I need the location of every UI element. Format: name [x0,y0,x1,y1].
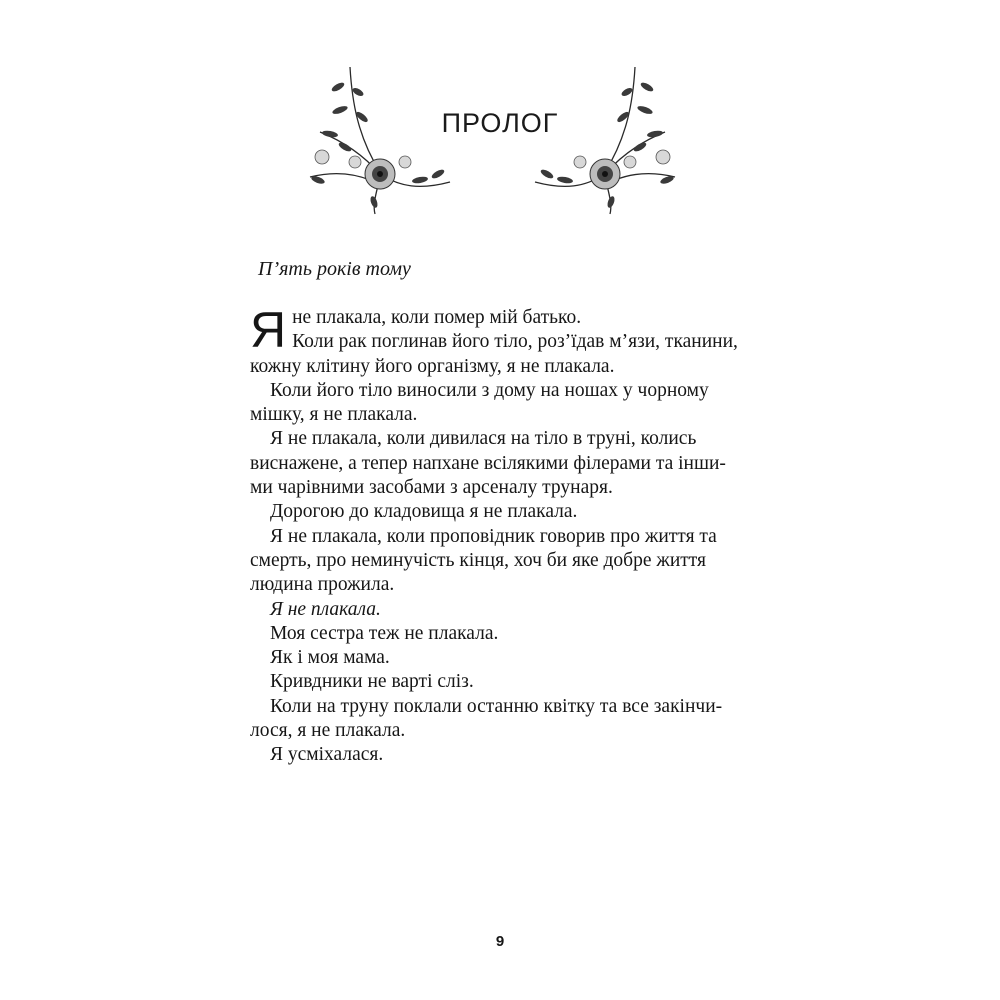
paragraph-5: Дорогою до кладовища я не плакала. [270,501,578,523]
paragraph-7: Я не плакала. [270,598,381,620]
paragraph-3-line-2: мішку, я не плакала. [250,404,418,426]
paragraph-8: Моя сестра теж не плакала. [270,622,499,644]
paragraph-1-line-1: не плакала, коли помер мій батько. [292,307,582,328]
floral-ornament-left-icon [300,62,460,217]
paragraph-2-line-1: Коли рак поглинав його тіло, роз’їдав м’язи, тканини, [292,331,738,353]
drop-cap: Я [250,302,287,358]
paragraph-11-line-2: лося, я не плакала. [250,720,406,742]
chapter-title: ПРОЛОГ [441,108,559,138]
chapter-body [250,302,755,768]
paragraph-6-line-2: смерть, про неминучість кінця, хоч би яке добре життя [250,549,707,571]
paragraph-6-line-3: людина прожила. [250,574,395,596]
page-number: 9 [495,933,505,950]
paragraph-12: Я усміхалася. [270,744,384,766]
paragraph-10: Кривдники не варті сліз. [270,671,474,693]
paragraph-3-line-1: Коли його тіло виносили з дому на ношах у чорному [270,379,709,401]
paragraph-9: Як і моя мама. [270,647,390,669]
paragraph-11-line-1: Коли на труну поклали останню квітку та все закінчи- [270,695,723,717]
paragraph-6-line-1: Я не плакала, коли проповідник говорив про життя та [270,525,717,547]
paragraph-4-line-1: Я не плакала, коли дивилася на тіло в труні, колись [270,428,697,450]
chapter-subtitle: П’ять років тому [258,258,411,280]
paragraph-4-line-2: виснажене, а тепер напхане всілякими філерами та інши- [250,452,726,474]
paragraph-2-line-2: кожну клітину його організму, я не плакала. [250,355,615,377]
floral-ornament-right-icon [525,62,685,217]
paragraph-4-line-3: ми чарівними засобами з арсеналу трунаря. [250,477,613,499]
